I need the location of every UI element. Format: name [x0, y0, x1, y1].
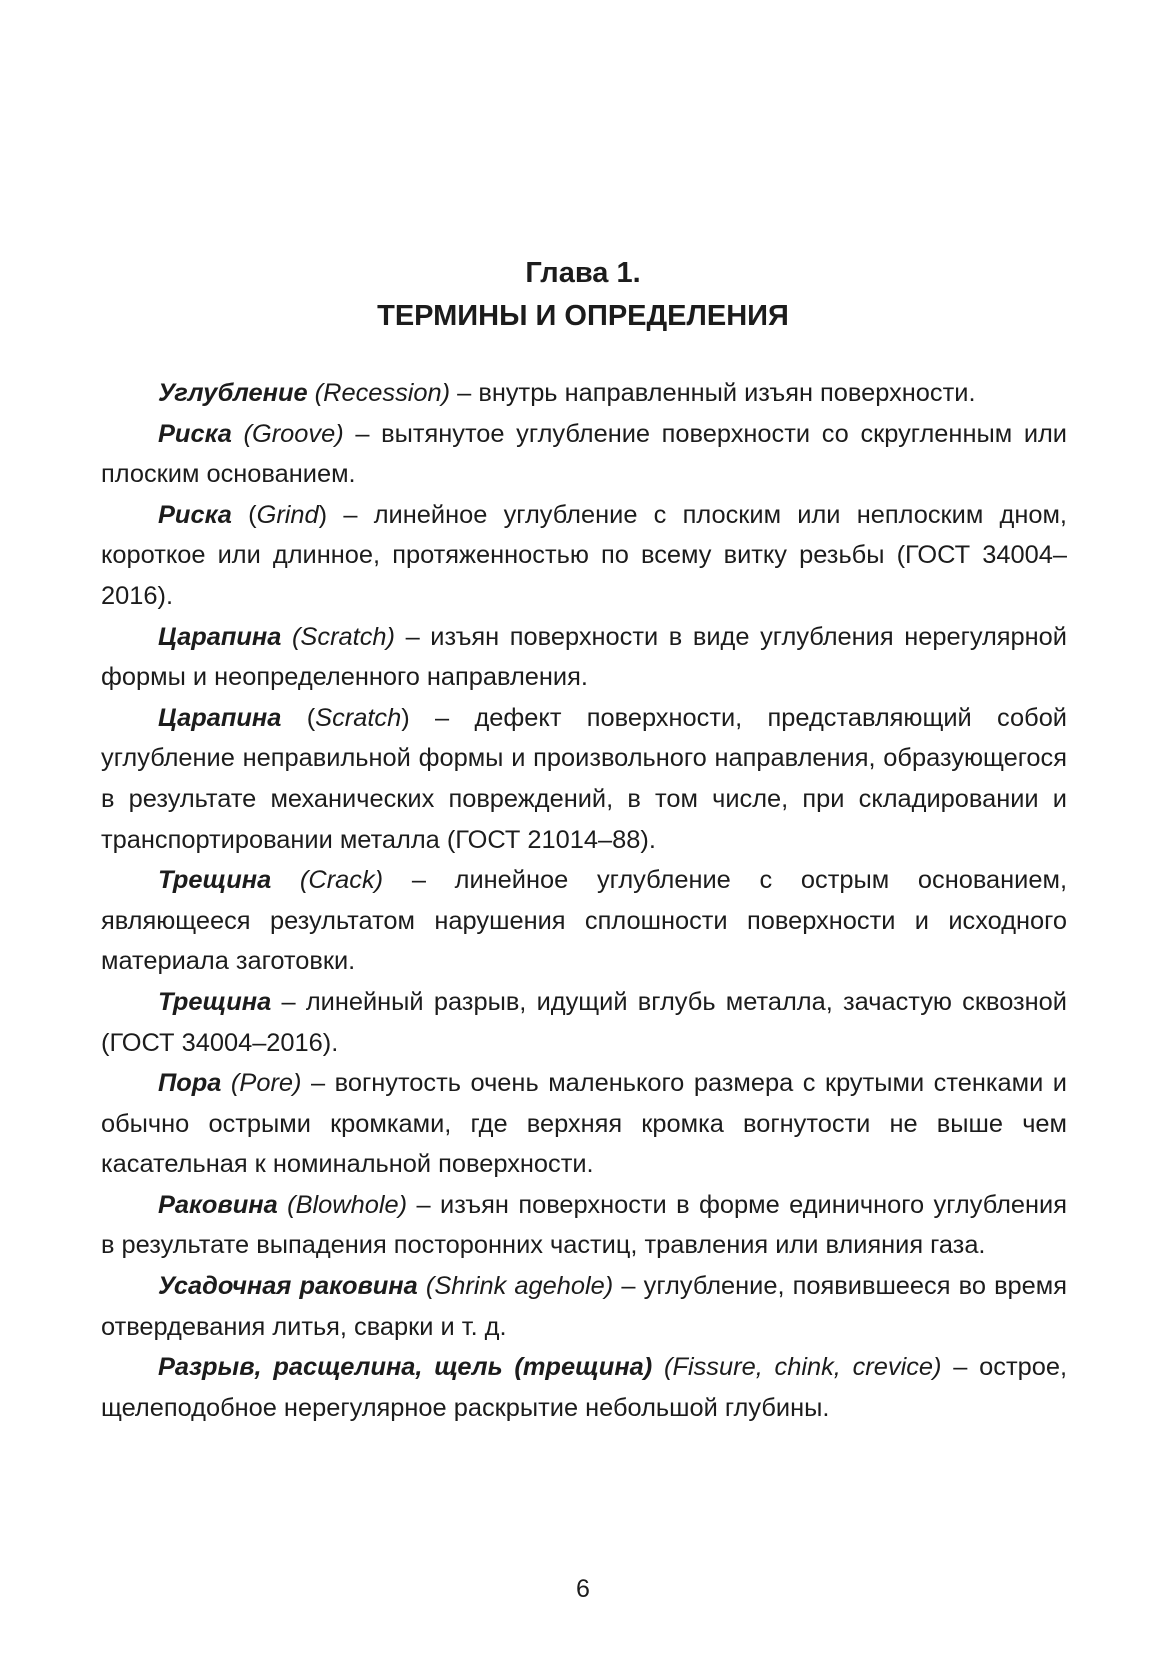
term-name: Царапина — [158, 703, 282, 732]
term-name: Раковина — [158, 1190, 278, 1219]
term-english: (Scratch) — [281, 622, 395, 651]
term-entry-blowhole — [101, 1185, 1067, 1266]
chapter-number: Глава 1. — [525, 257, 641, 289]
term-entry-grind — [101, 495, 1067, 617]
chapter-title: ТЕРМИНЫ И ОПРЕДЕЛЕНИЯ — [377, 300, 789, 332]
term-english: Grind — [256, 500, 319, 529]
term-paren: ( — [281, 703, 316, 732]
term-entry-shrink-hole — [101, 1266, 1067, 1347]
term-name: Трещина — [158, 866, 272, 895]
term-definition: – изъян поверхности в виде углубления нерегулярной формы и неопределенного направления. — [101, 622, 1067, 692]
term-name: Царапина — [158, 622, 282, 651]
term-english: (Recession) — [307, 379, 451, 407]
term-name: Риска — [158, 500, 232, 529]
term-english: (Groove) — [231, 419, 344, 448]
term-entry-recession — [101, 373, 1067, 414]
term-definition: – линейное углубление с острым основанием, являющееся результатом нарушения сплошности поверхности и исходного материала заготовки. — [101, 866, 1067, 976]
term-definition: – изъян поверхности в форме единичного углубления в результате выпадения посторонних частиц, травления или влияния газа. — [101, 1190, 1067, 1260]
term-english: (Pore) — [221, 1069, 302, 1098]
term-definition: ) – дефект поверхности, представляющий собой углубление неправильной формы и произвольного направления, образующегося в результате механических повреждений, в том числе, при складировании и транспортировании металла (ГОСТ 21014–88). — [101, 703, 1067, 854]
term-entry-pore — [101, 1063, 1067, 1185]
term-definition: – углубление, появившееся во время отвердевания литья, сварки и т. д. — [101, 1272, 1067, 1341]
term-entry-fissure — [101, 1347, 1067, 1428]
term-paren: ( — [231, 500, 257, 529]
term-entry-groove — [101, 414, 1067, 495]
term-name: Разрыв, расщелина, щель (трещина) — [158, 1353, 653, 1382]
term-entry-scratch — [101, 617, 1067, 698]
terms-list — [101, 373, 1067, 1428]
term-definition: – вогнутость очень маленького размера с крутыми стенками и обычно острыми кромками, где верхняя кромка вогнутости не выше чем касательная к номинальной поверхности. — [101, 1069, 1067, 1179]
term-english: (Fissure, chink, crevice) — [652, 1353, 942, 1382]
term-definition: – внутрь направленный изъян поверхности. — [450, 379, 976, 407]
term-definition: – вытянутое углубление поверхности со скругленным или плоским основанием. — [101, 419, 1067, 489]
term-entry-crack-gost — [101, 982, 1067, 1063]
term-definition: – линейный разрыв, идущий вглубь металла, зачастую сквозной (ГОСТ 34004–2016). — [101, 987, 1067, 1057]
chapter-heading — [0, 252, 1166, 338]
term-name: Усадочная раковина — [158, 1272, 418, 1301]
term-entry-crack — [101, 860, 1067, 982]
page-number: 6 — [576, 1575, 590, 1603]
term-entry-scratch-gost — [101, 698, 1067, 860]
term-english: Scratch — [315, 703, 402, 732]
term-name: Пора — [158, 1069, 222, 1098]
term-english: (Blowhole) — [277, 1190, 408, 1219]
term-name: Риска — [158, 419, 232, 448]
term-english: (Crack) — [271, 866, 384, 895]
term-name: Углубление — [158, 379, 308, 407]
term-definition: – острое, щелеподобное нерегулярное раскрытие небольшой глубины. — [101, 1353, 1067, 1422]
term-definition: ) – линейное углубление с плоским или неплоским дном, короткое или длинное, протяженностью по всему витку резьбы (ГОСТ 34004–2016). — [101, 500, 1067, 610]
term-english: (Shrink agehole) — [417, 1272, 614, 1301]
term-name: Трещина — [158, 987, 272, 1016]
